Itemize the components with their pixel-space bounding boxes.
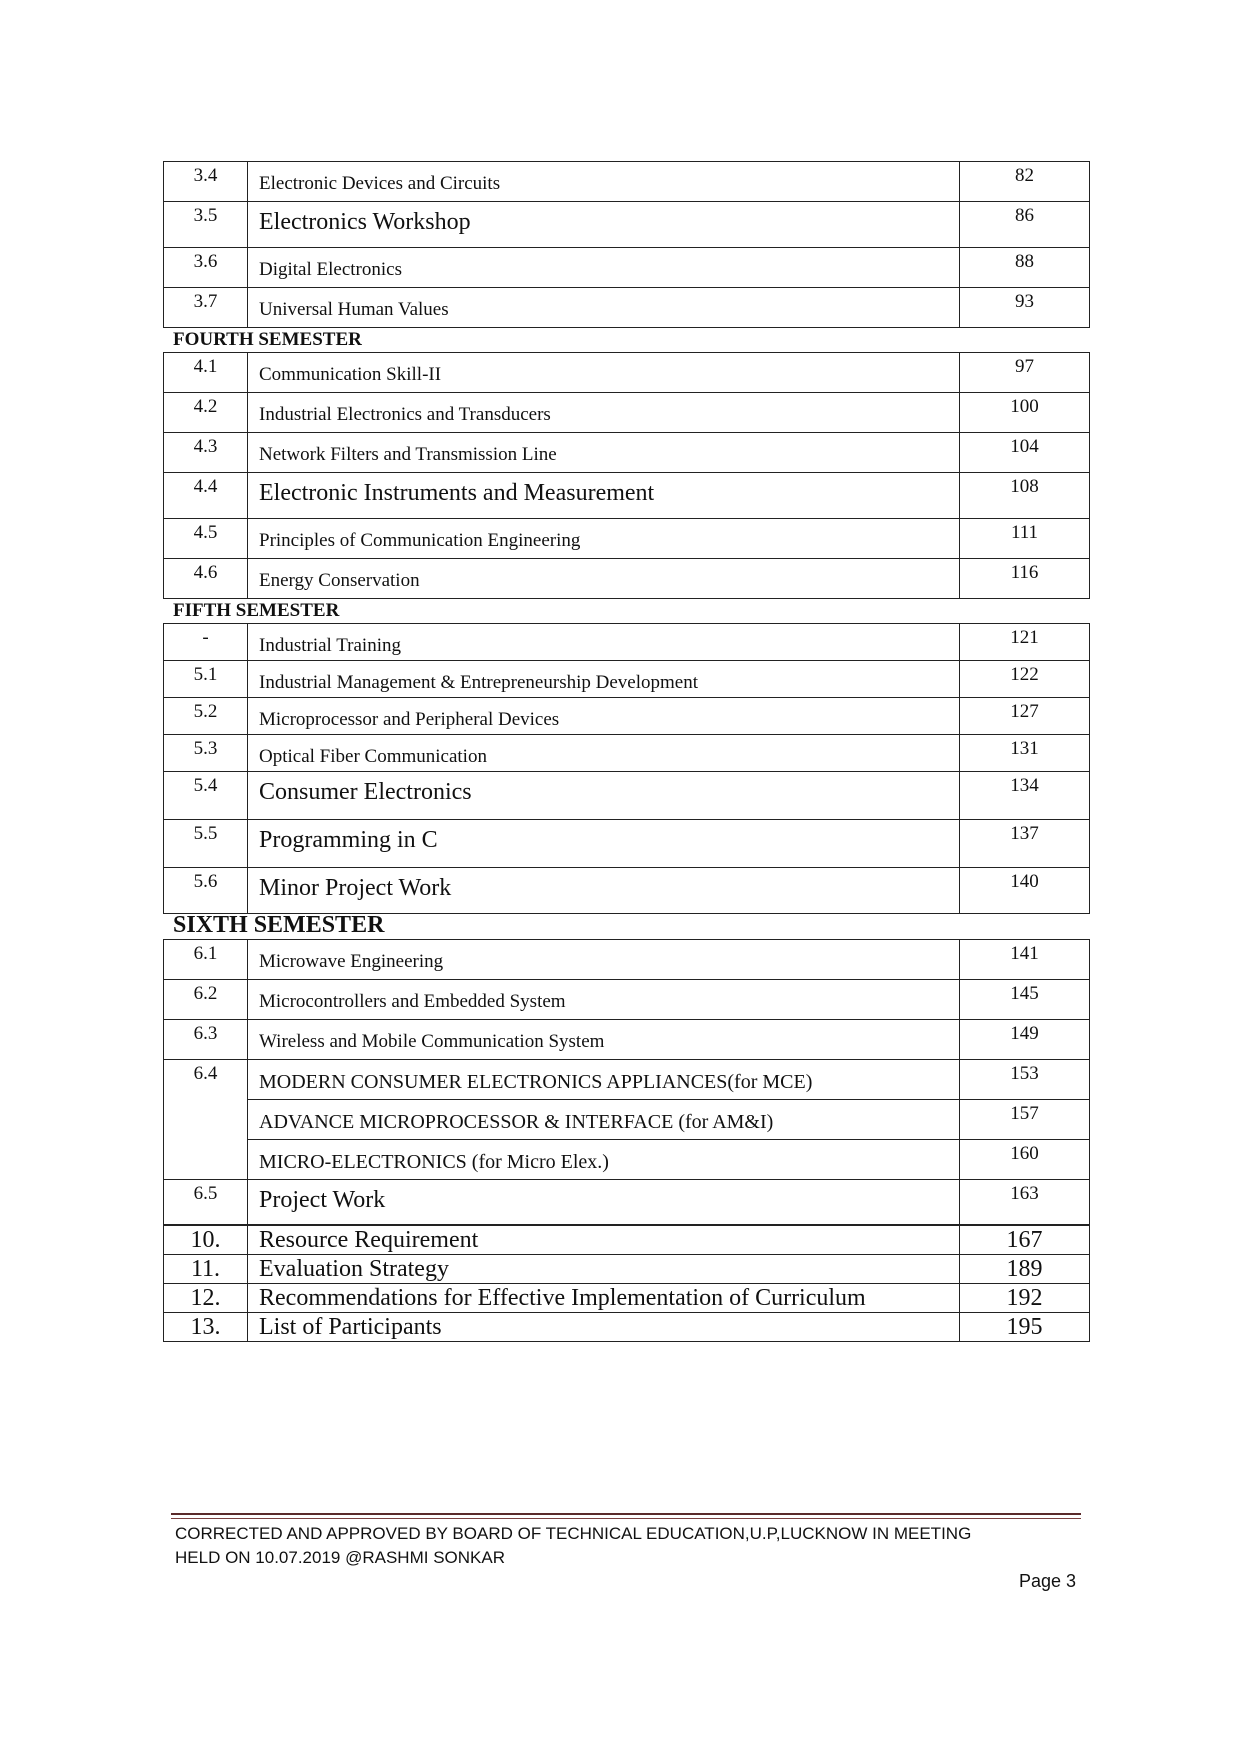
toc-row-page: 189 — [960, 1255, 1090, 1284]
toc-row-number: 4.3 — [164, 433, 248, 473]
fourth-semester-table — [163, 352, 1090, 599]
toc-row — [164, 1313, 1090, 1342]
toc-row — [164, 248, 1090, 288]
toc-row-title: Digital Electronics — [248, 248, 960, 288]
toc-row — [164, 1180, 1090, 1225]
toc-row-number: 3.4 — [164, 162, 248, 202]
toc-row-page: 82 — [960, 162, 1090, 202]
sixth-semester-table — [163, 939, 1090, 1225]
toc-row — [164, 162, 1090, 202]
toc-row-page: 167 — [960, 1226, 1090, 1255]
toc-row-title: MICRO-ELECTRONICS (for Micro Elex.) — [248, 1140, 960, 1180]
toc-row — [164, 868, 1090, 914]
toc-row-title: MODERN CONSUMER ELECTRONICS APPLIANCES(for MCE) — [248, 1060, 960, 1100]
toc-row-page: 153 — [960, 1060, 1090, 1100]
toc-row-number: 5.4 — [164, 772, 248, 820]
toc-row-page: 88 — [960, 248, 1090, 288]
toc-row-number: 3.5 — [164, 202, 248, 248]
toc-row — [164, 353, 1090, 393]
toc-row-title: Consumer Electronics — [248, 772, 960, 820]
toc-row-number: 5.3 — [164, 735, 248, 772]
page-number: Page 3 — [1018, 1571, 1076, 1591]
toc-row — [164, 559, 1090, 599]
toc-row — [164, 940, 1090, 980]
toc-row-number: 10. — [164, 1226, 248, 1255]
footer-rule-bottom — [171, 1518, 1081, 1519]
toc-row-title: Industrial Electronics and Transducers — [248, 393, 960, 433]
toc-row-title: Evaluation Strategy — [248, 1255, 960, 1284]
toc-row-number: 6.3 — [164, 1020, 248, 1060]
toc-row — [164, 1284, 1090, 1313]
toc-row-page: 137 — [960, 820, 1090, 868]
toc-row-number: 6.1 — [164, 940, 248, 980]
toc-row-title: Electronic Devices and Circuits — [248, 162, 960, 202]
toc-row-title: Principles of Communication Engineering — [248, 519, 960, 559]
toc-row-number: 4.5 — [164, 519, 248, 559]
toc-row-number: 6.5 — [164, 1180, 248, 1225]
toc-row-number: 5.6 — [164, 868, 248, 914]
toc-row — [164, 1226, 1090, 1255]
toc-row-title: Resource Requirement — [248, 1226, 960, 1255]
toc-row-number: 3.7 — [164, 288, 248, 328]
toc-row — [164, 473, 1090, 519]
toc-row-title: Microcontrollers and Embedded System — [248, 980, 960, 1020]
footer-line-2: HELD ON 10.07.2019 @RASHMI SONKAR — [175, 1548, 505, 1567]
toc-row-title: Industrial Management & Entrepreneurship Development — [248, 661, 960, 698]
toc-row-page: 131 — [960, 735, 1090, 772]
toc-row-page: 86 — [960, 202, 1090, 248]
toc-row — [164, 519, 1090, 559]
toc-row-number: 5.2 — [164, 698, 248, 735]
fourth-semester-heading: FOURTH SEMESTER — [173, 329, 362, 350]
toc-row-title: Electronic Instruments and Measurement — [248, 473, 960, 519]
toc-row — [164, 1255, 1090, 1284]
toc-row-title: Programming in C — [248, 820, 960, 868]
toc-row-page: 121 — [960, 624, 1090, 661]
toc-row-page: 145 — [960, 980, 1090, 1020]
toc-row-number: 6.2 — [164, 980, 248, 1020]
toc-row — [164, 1140, 1090, 1180]
toc-row-page: 192 — [960, 1284, 1090, 1313]
toc-row-number: 3.6 — [164, 248, 248, 288]
end-sections-table — [163, 1225, 1090, 1342]
toc-row-number: 12. — [164, 1284, 248, 1313]
toc-row-number: - — [164, 624, 248, 661]
toc-row-page: 195 — [960, 1313, 1090, 1342]
toc-row-title: Industrial Training — [248, 624, 960, 661]
toc-row-title: List of Participants — [248, 1313, 960, 1342]
footer-approval-note — [175, 1522, 1095, 1570]
toc-row-title: Network Filters and Transmission Line — [248, 433, 960, 473]
toc-row-title: Recommendations for Effective Implementation of Curriculum — [248, 1284, 960, 1313]
footer-rule-top — [171, 1513, 1081, 1515]
toc-row-number: 4.1 — [164, 353, 248, 393]
toc-row — [164, 820, 1090, 868]
toc-row-page: 127 — [960, 698, 1090, 735]
toc-row-page: 140 — [960, 868, 1090, 914]
toc-row-title: Minor Project Work — [248, 868, 960, 914]
toc-row-title: Universal Human Values — [248, 288, 960, 328]
toc-row-title: Optical Fiber Communication — [248, 735, 960, 772]
toc-row-page: 93 — [960, 288, 1090, 328]
toc-row-title: Microprocessor and Peripheral Devices — [248, 698, 960, 735]
toc-row-number: 11. — [164, 1255, 248, 1284]
toc-row — [164, 661, 1090, 698]
sixth-semester-heading: SIXTH SEMESTER — [173, 912, 385, 938]
fifth-semester-table — [163, 623, 1090, 914]
toc-row — [164, 980, 1090, 1020]
toc-row-page: 122 — [960, 661, 1090, 698]
toc-row-title: Project Work — [248, 1180, 960, 1225]
toc-row-page: 104 — [960, 433, 1090, 473]
toc-row-number: 4.6 — [164, 559, 248, 599]
toc-row-title: Communication Skill-II — [248, 353, 960, 393]
toc-row-title: Wireless and Mobile Communication System — [248, 1020, 960, 1060]
toc-row-page: 141 — [960, 940, 1090, 980]
toc-row — [164, 288, 1090, 328]
toc-row-title: Microwave Engineering — [248, 940, 960, 980]
toc-row-page: 163 — [960, 1180, 1090, 1225]
fifth-semester-heading: FIFTH SEMESTER — [173, 600, 340, 621]
footer-line-1: CORRECTED AND APPROVED BY BOARD OF TECHNICAL EDUCATION,U.P,LUCKNOW IN MEETING — [175, 1524, 972, 1543]
toc-row-number: 4.2 — [164, 393, 248, 433]
toc-row — [164, 433, 1090, 473]
toc-row — [164, 202, 1090, 248]
toc-row — [164, 735, 1090, 772]
toc-row-number: 6.4 — [164, 1060, 248, 1180]
toc-row-title: ADVANCE MICROPROCESSOR & INTERFACE (for AM&I) — [248, 1100, 960, 1140]
toc-row — [164, 1060, 1090, 1100]
toc-row-page: 134 — [960, 772, 1090, 820]
toc-row-page: 149 — [960, 1020, 1090, 1060]
toc-row-page: 111 — [960, 519, 1090, 559]
toc-row-page: 97 — [960, 353, 1090, 393]
toc-row — [164, 772, 1090, 820]
toc-row — [164, 393, 1090, 433]
toc-row — [164, 624, 1090, 661]
toc-row-title: Electronics Workshop — [248, 202, 960, 248]
toc-row-page: 108 — [960, 473, 1090, 519]
toc-row-number: 13. — [164, 1313, 248, 1342]
toc-row-page: 157 — [960, 1100, 1090, 1140]
toc-row — [164, 698, 1090, 735]
toc-row — [164, 1100, 1090, 1140]
toc-row-number: 5.5 — [164, 820, 248, 868]
toc-row — [164, 1020, 1090, 1060]
third-semester-table — [163, 161, 1090, 328]
toc-row-page: 160 — [960, 1140, 1090, 1180]
toc-row-page: 116 — [960, 559, 1090, 599]
toc-row-number: 5.1 — [164, 661, 248, 698]
toc-row-title: Energy Conservation — [248, 559, 960, 599]
toc-row-page: 100 — [960, 393, 1090, 433]
toc-row-number: 4.4 — [164, 473, 248, 519]
